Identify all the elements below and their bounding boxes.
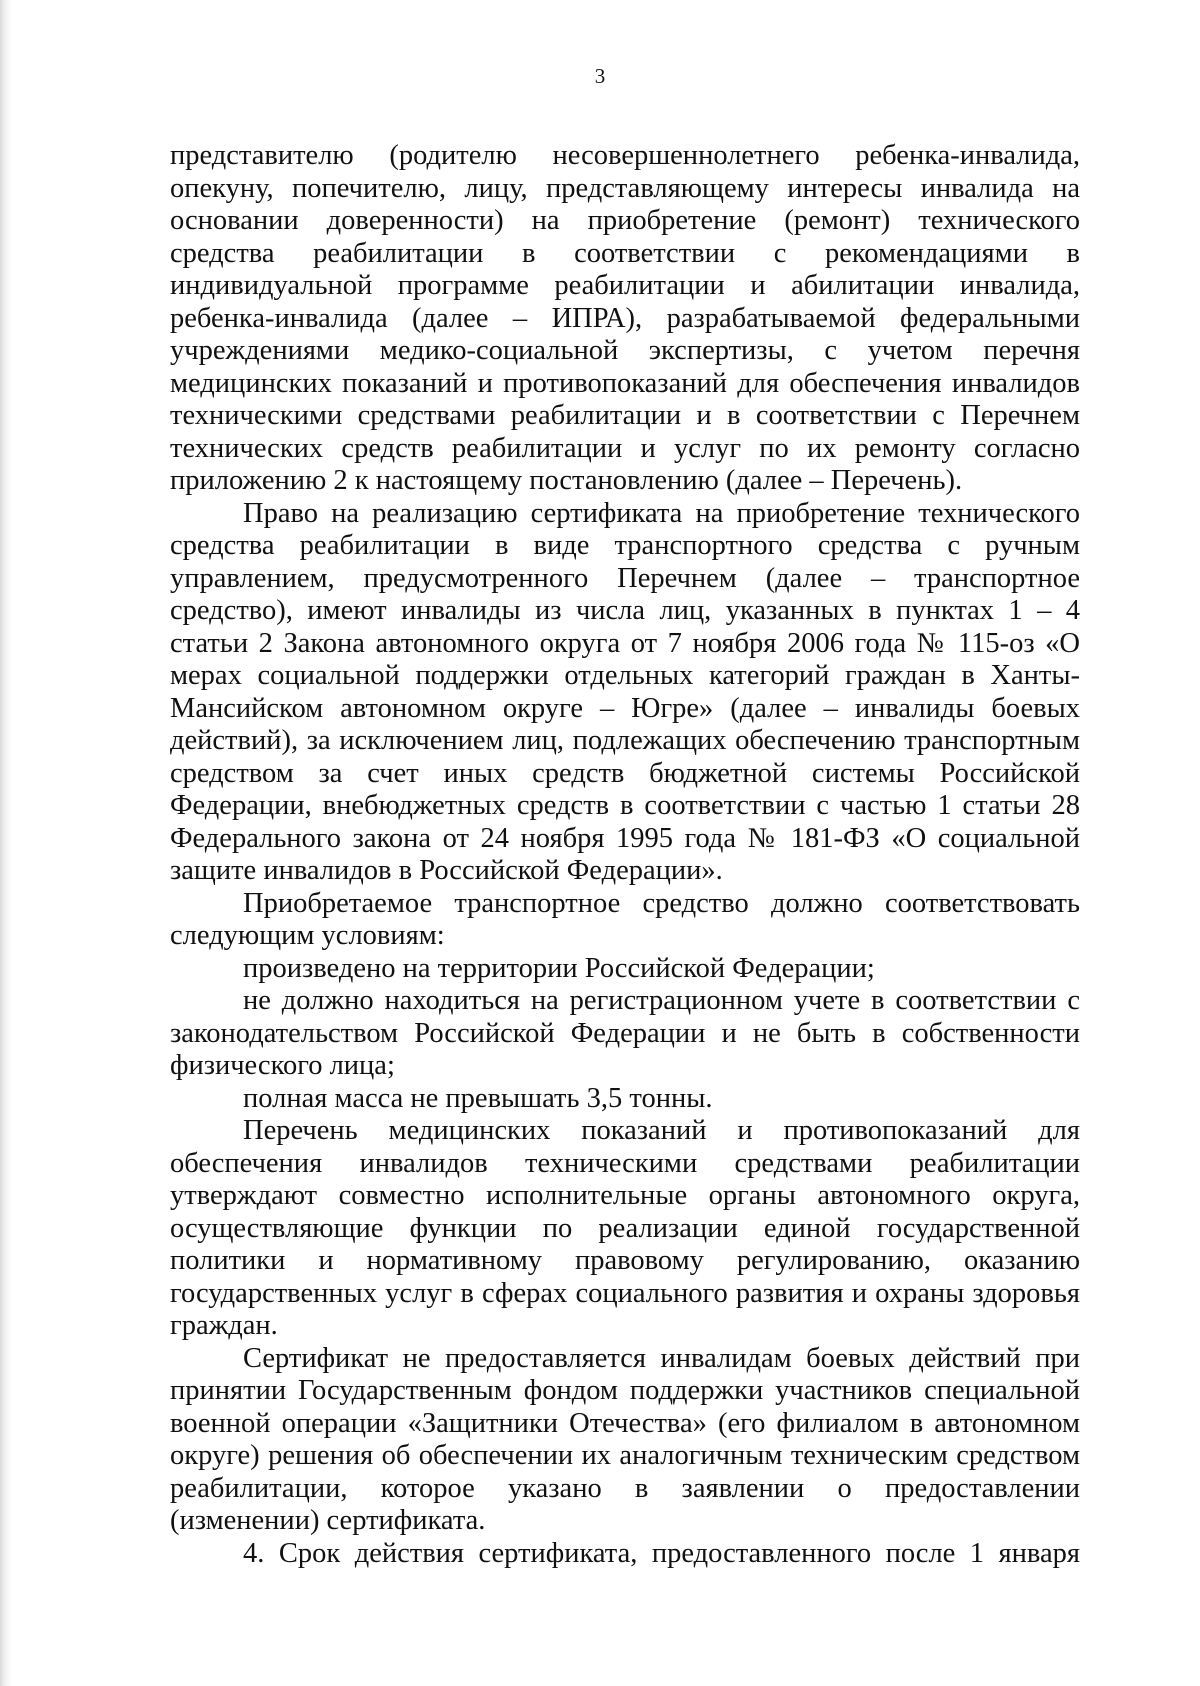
paragraph-condition-produced-in-russia: произведено на территории Российской Федерации; bbox=[243, 952, 875, 984]
document-body bbox=[170, 140, 1080, 1570]
scan-edge-shadow bbox=[0, 0, 12, 1686]
paragraph-medical-indications-list: Перечень медицинских показаний и противопоказаний для обеспечения инвалидов техническими средствами реабилитации утверждают совместно исполнительные органы автономного округа, осуществляющие функции по реализации единой государственной политики и нормативному правовому регулированию, оказанию государственных услуг в сферах социального развития и охраны здоровья граждан. bbox=[170, 1115, 1080, 1341]
page-number: 3 bbox=[594, 64, 606, 88]
paragraph-certificate-not-provided: Сертификат не предоставляется инвалидам боевых действий при принятии Государственным фондом поддержки участников специальной военной операции «Защитники Отечества» (его филиалом в автономном округе) решения об обеспечении их аналогичным техническим средством реабилитации, которое указано в заявлении о предоставлении (изменении) сертификата. bbox=[170, 1342, 1080, 1536]
paragraph-representative-continuation: представителю (родителю несовершеннолетнего ребенка-инвалида, опекуну, попечителю, лицу, представляющему интересы инвалида на основании доверенности) на приобретение (ремонт) технического средства реабилитации в соответствии с рекомендациями в индивидуальной программе реабилитации и абилитации инвалида, ребенка-инвалида (далее – ИПРА), разрабатываемой федеральными учреждениями медико-социальной экспертизы, с учетом перечня медицинских показаний и противопоказаний для обеспечения инвалидов техническими средствами реабилитации и в соответствии с Перечнем технических средств реабилитации и услуг по их ремонту согласно приложению 2 к настоящему постановлению (далее – Перечень). bbox=[170, 140, 1080, 496]
paragraph-condition-not-registered: не должно находиться на регистрационном учете в соответствии с законодательством Российской Федерации и не быть в собственности физического лица; bbox=[170, 985, 1080, 1081]
paragraph-vehicle-certificate-right: Право на реализацию сертификата на приобретение технического средства реабилитации в виде транспортного средства с ручным управлением, предусмотренного Перечнем (далее – транспортное средство), имеют инвалиды из числа лиц, указанных в пунктах 1 – 4 статьи 2 Закона автономного округа от 7 ноября 2006 года № 115-оз «О мерах социальной поддержки отдельных категорий граждан в Ханты-Мансийском автономном округе – Югре» (далее – инвалиды боевых действий), за исключением лиц, подлежащих обеспечению транспортным средством за счет иных средств бюджетной системы Российской Федерации, внебюджетных средств в соответствии с частью 1 статьи 28 Федерального закона от 24 ноября 1995 года № 181-ФЗ «О социальной защите инвалидов в Российской Федерации». bbox=[170, 497, 1080, 886]
paragraph-condition-max-mass: полная масса не превышать 3,5 тонны. bbox=[243, 1082, 713, 1114]
paragraph-item-4-start: 4. Срок действия сертификата, предоставленного после 1 января bbox=[243, 1537, 1080, 1569]
paragraph-vehicle-conditions-intro: Приобретаемое транспортное средство должно соответствовать следующим условиям: bbox=[170, 887, 1080, 951]
